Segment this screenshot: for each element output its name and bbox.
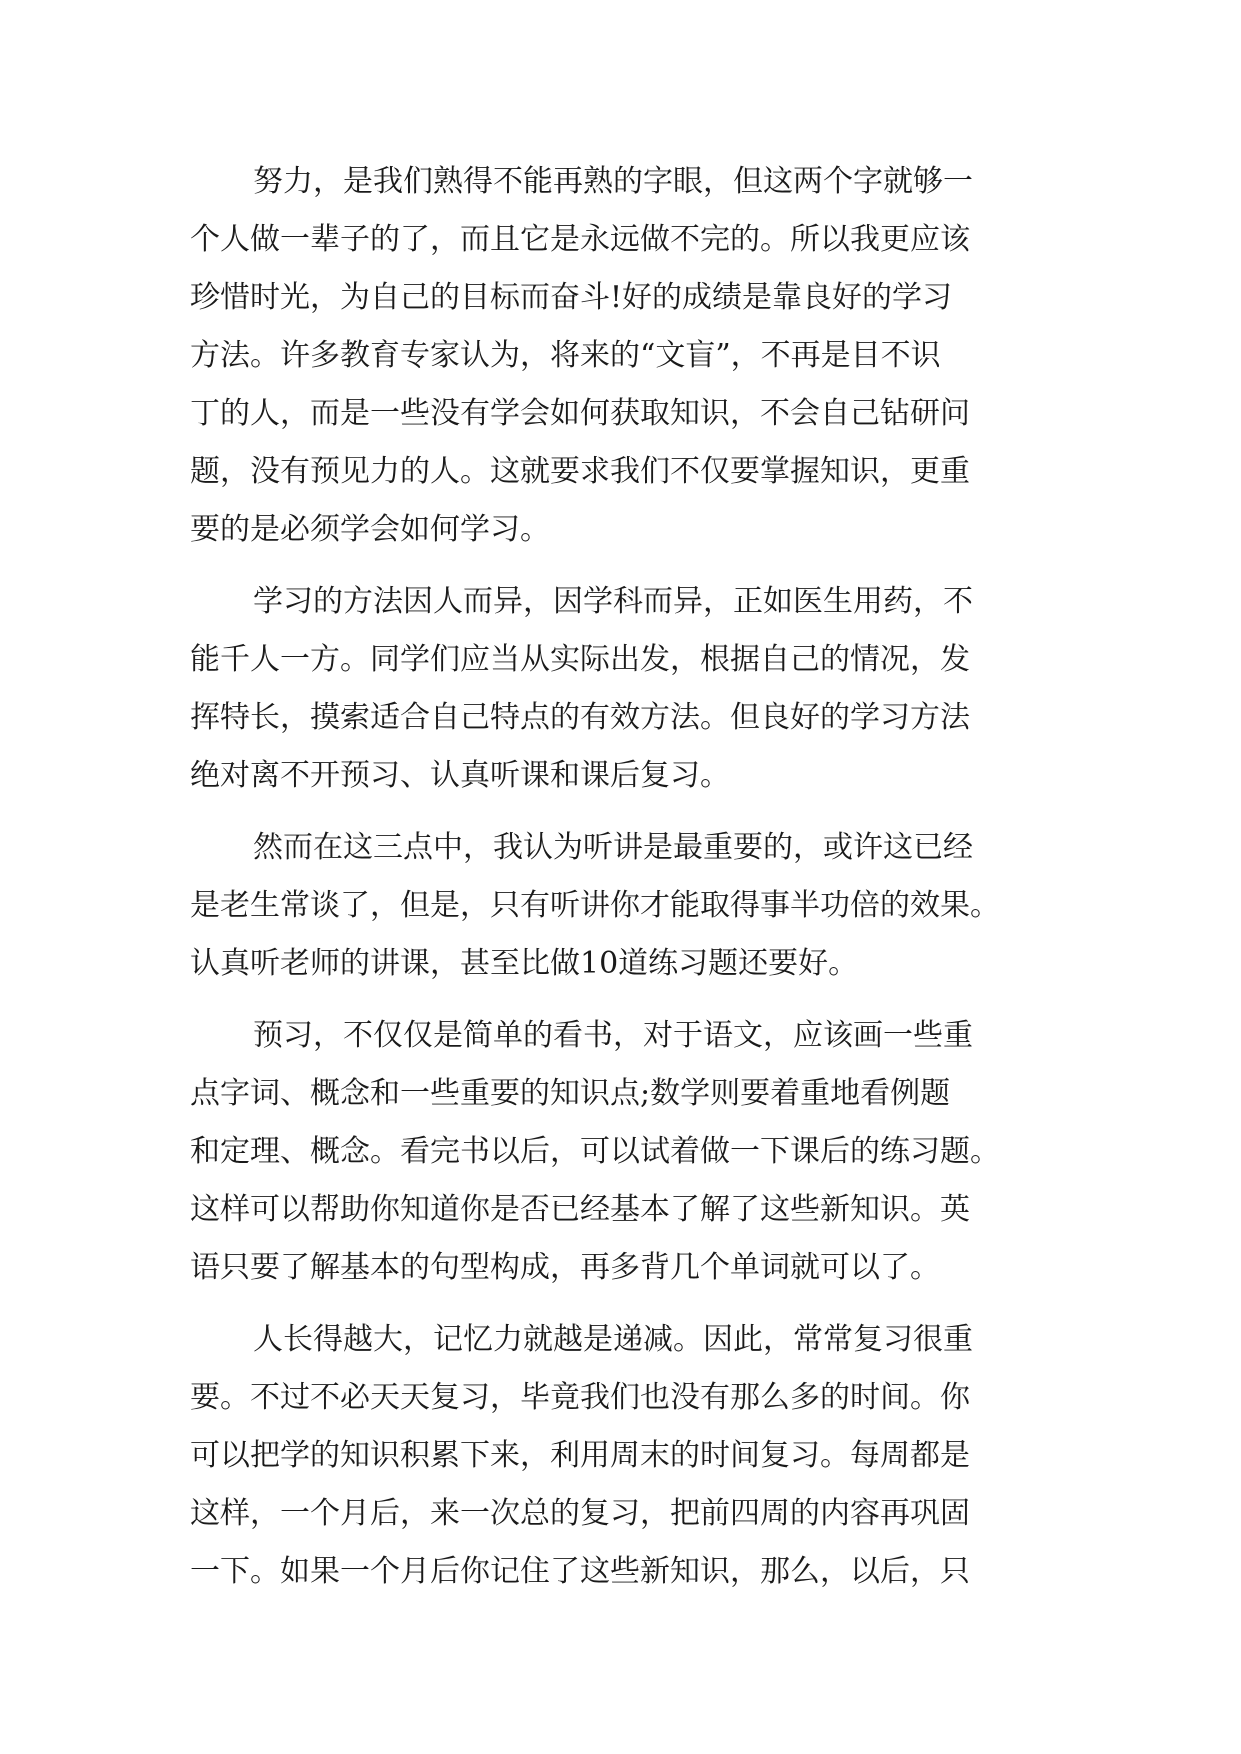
- text-line: 要。不过不必天天复习，毕竟我们也没有那么多的时间。你: [190, 1380, 970, 1415]
- paragraph-3: [190, 819, 1050, 993]
- text-line: 认真听老师的讲课，甚至比做10道练习题还要好。: [190, 946, 859, 981]
- text-line: 一下。如果一个月后你记住了这些新知识，那么，以后，只: [190, 1554, 970, 1589]
- text-line: 和定理、概念。看完书以后，可以试着做一下课后的练习题。: [190, 1134, 1000, 1169]
- text-line: 珍惜时光，为自己的目标而奋斗!好的成绩是靠良好的学习: [190, 280, 953, 315]
- text-line: 要的是必须学会如何学习。: [190, 512, 550, 547]
- text-line: 预习，不仅仅是简单的看书，对于语文，应该画一些重: [253, 1018, 973, 1053]
- text-line: 点字词、概念和一些重要的知识点;数学则要着重地看例题: [190, 1076, 951, 1111]
- document-body: [190, 153, 1050, 1601]
- paragraph-2: [190, 573, 1050, 805]
- text-line: 学习的方法因人而异，因学科而异，正如医生用药，不: [253, 584, 973, 619]
- text-line: 这样，一个月后，来一次总的复习，把前四周的内容再巩固: [190, 1496, 970, 1531]
- text-line: 个人做一辈子的了，而且它是永远做不完的。所以我更应该: [190, 222, 970, 257]
- paragraph-4: [190, 1007, 1050, 1297]
- text-line: 方法。许多教育专家认为，将来的“文盲”，不再是目不识: [190, 338, 941, 373]
- paragraph-gap: [190, 1297, 1050, 1311]
- paragraph-5: [190, 1311, 1050, 1601]
- text-line: 人长得越大，记忆力就越是递减。因此，常常复习很重: [253, 1322, 973, 1357]
- text-line: 丁的人，而是一些没有学会如何获取知识，不会自己钻研问: [190, 396, 970, 431]
- text-line: 题，没有预见力的人。这就要求我们不仅要掌握知识，更重: [190, 454, 970, 489]
- paragraph-gap: [190, 993, 1050, 1007]
- paragraph-1: [190, 153, 1050, 559]
- text-line: 然而在这三点中，我认为听讲是最重要的，或许这已经: [253, 830, 973, 865]
- paragraph-gap: [190, 559, 1050, 573]
- text-line: 这样可以帮助你知道你是否已经基本了解了这些新知识。英: [190, 1192, 970, 1227]
- text-line: 挥特长，摸索适合自己特点的有效方法。但良好的学习方法: [190, 700, 970, 735]
- text-line: 语只要了解基本的句型构成，再多背几个单词就可以了。: [190, 1250, 940, 1285]
- paragraph-gap: [190, 805, 1050, 819]
- text-line: 努力，是我们熟得不能再熟的字眼，但这两个字就够一: [253, 164, 973, 199]
- text-line: 绝对离不开预习、认真听课和课后复习。: [190, 758, 730, 793]
- text-line: 可以把学的知识积累下来，利用周末的时间复习。每周都是: [190, 1438, 970, 1473]
- text-line: 是老生常谈了，但是，只有听讲你才能取得事半功倍的效果。: [190, 888, 1000, 923]
- text-line: 能千人一方。同学们应当从实际出发，根据自己的情况，发: [190, 642, 970, 677]
